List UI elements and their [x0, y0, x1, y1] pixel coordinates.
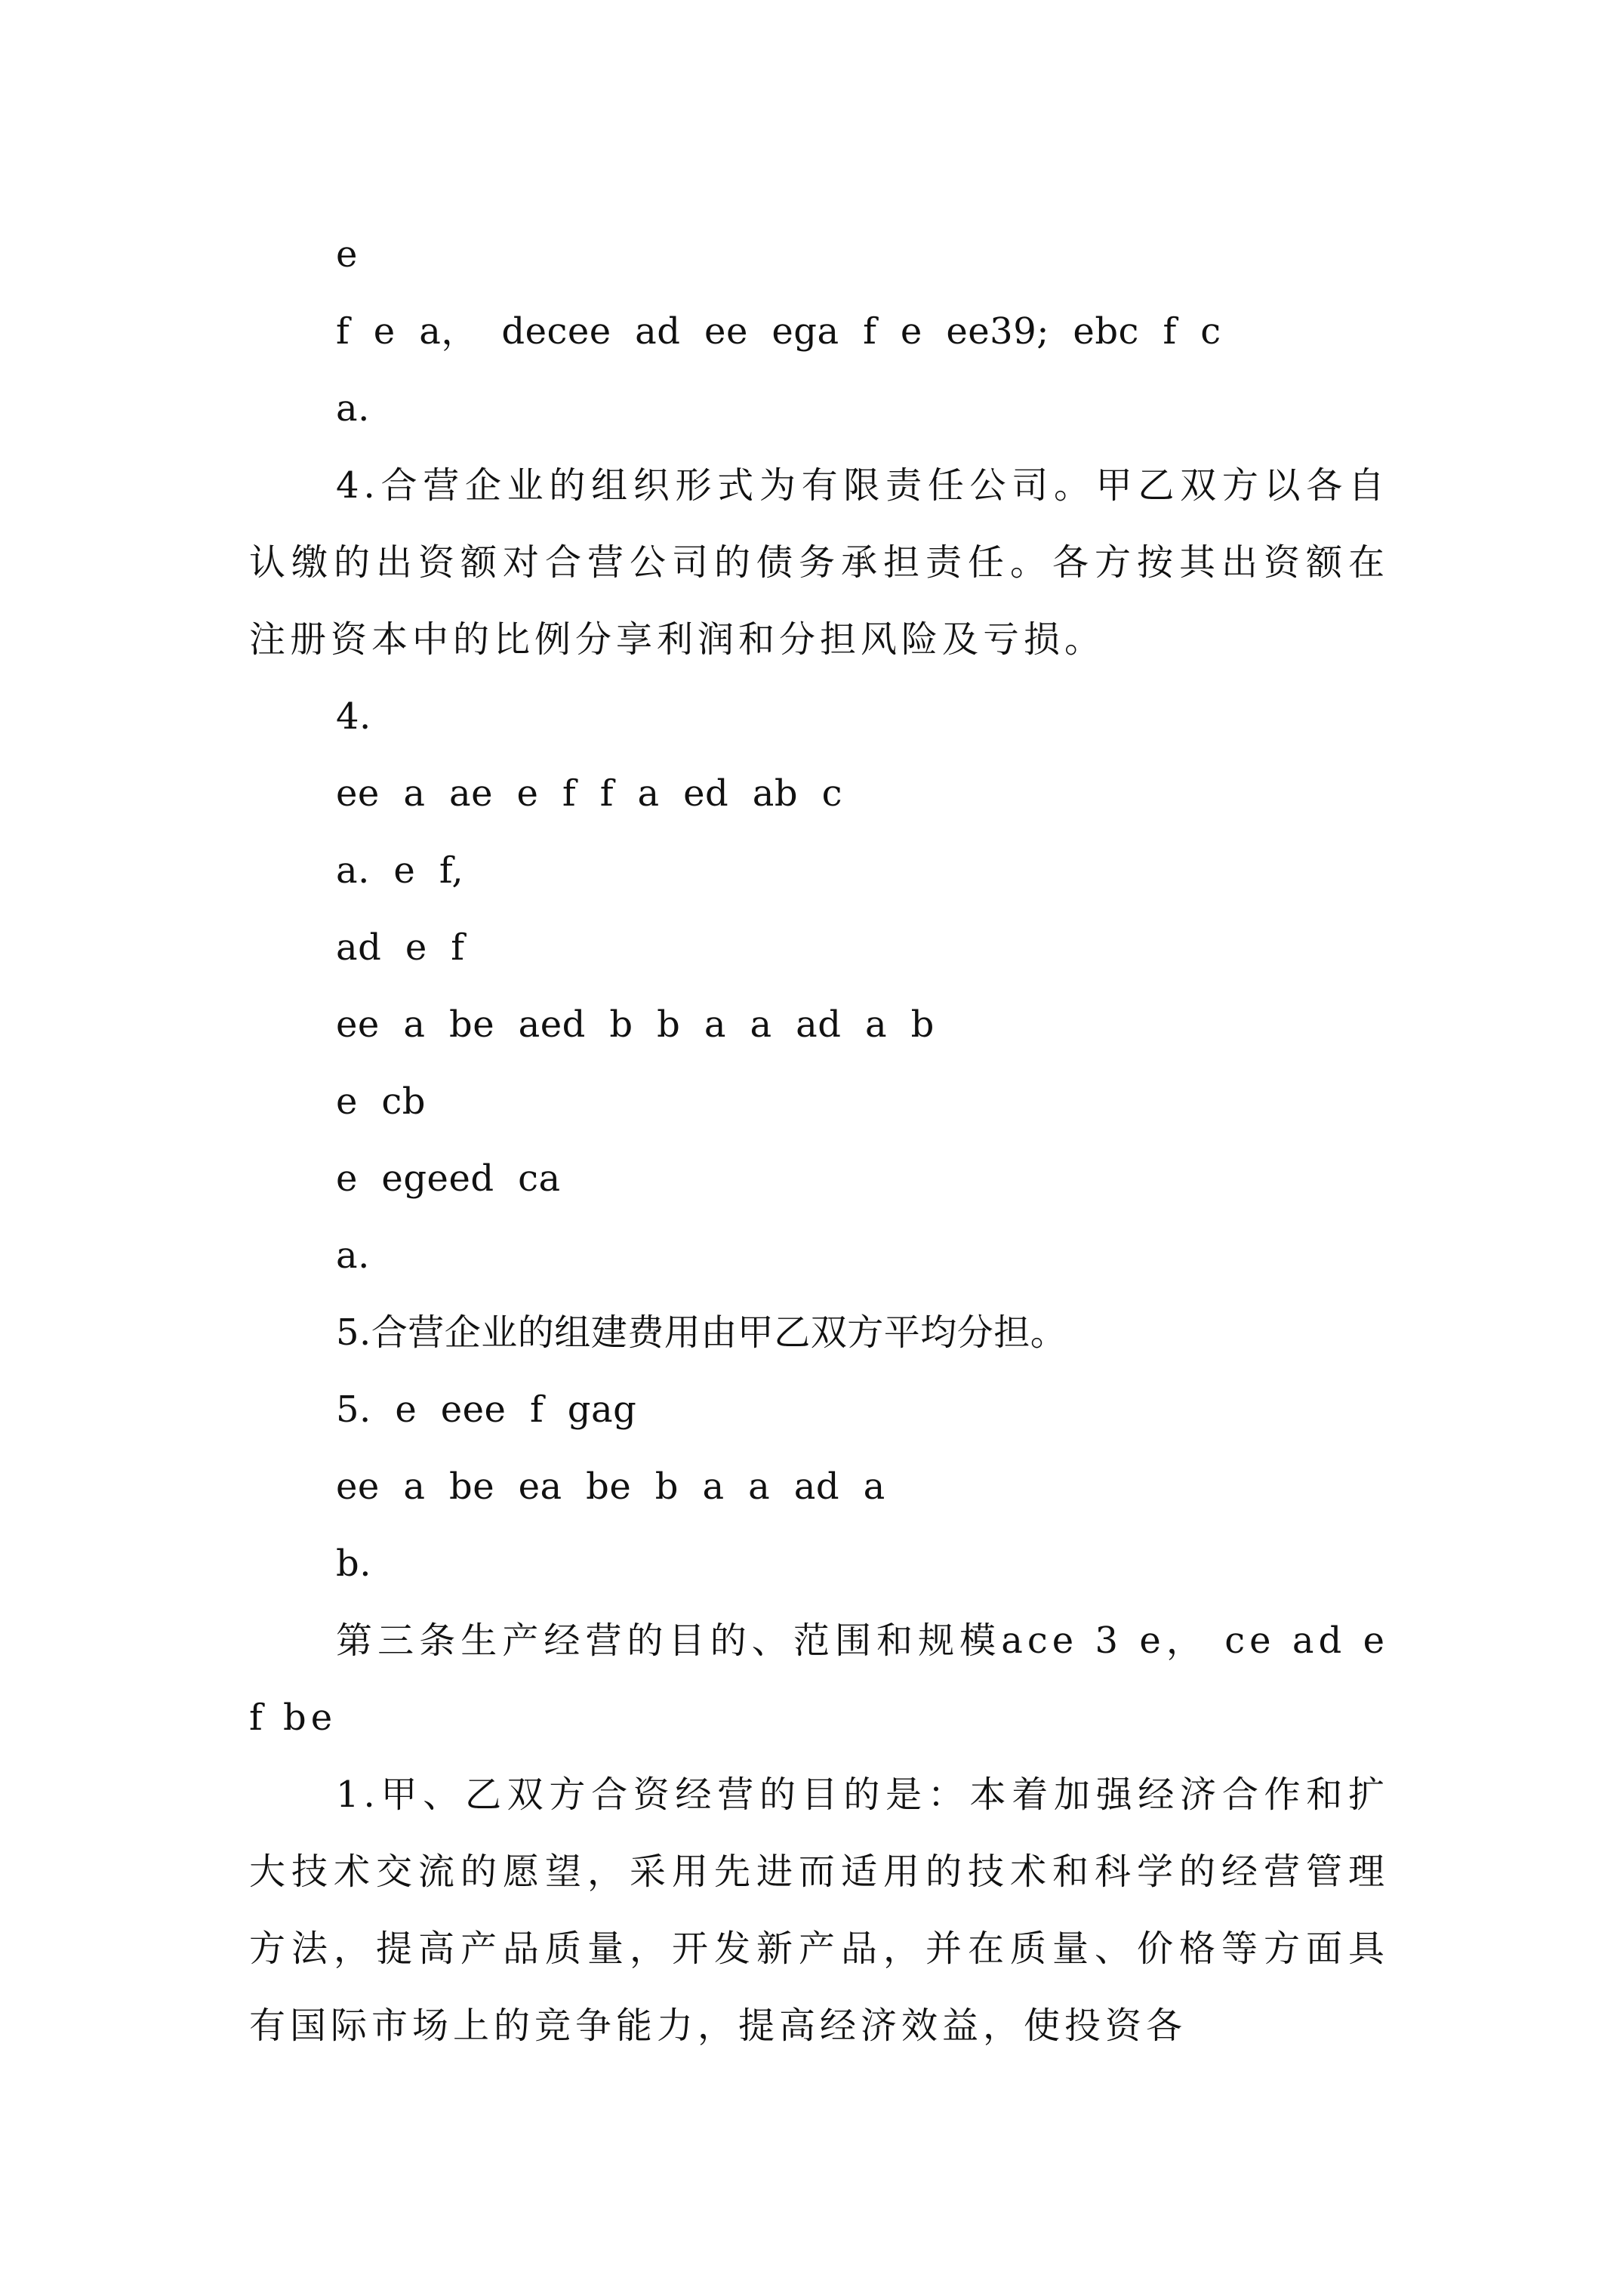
- text-line: a. e f,: [336, 849, 464, 892]
- text-line: e egeed ca: [336, 1157, 561, 1200]
- text-line: ee a be aed b b a a ad a b: [336, 1003, 935, 1046]
- text-line: a.: [336, 1234, 370, 1277]
- paragraph-purpose: 1.甲、乙双方合资经营的目的是：本着加强经济合作和扩大技术交流的愿望，采用先进而适用的技术和科学的经营管理方法，提高产品质量，开发新产品，并在质量、价格等方面具有国际市场上的竞争能力，提高经济效益，使投资各: [249, 1774, 1389, 2047]
- text-line: e: [336, 233, 358, 276]
- section-heading-article-3: 第三条生产经营的目的、范围和规模ace 3 e， ce ad e f be: [249, 1620, 1389, 1739]
- text-line: ee a ae e f f a ed ab c: [336, 772, 843, 815]
- text-line-setup-cost: 5.合营企业的组建费用由甲乙双方平均分担。: [336, 1311, 1067, 1354]
- text-line: 5. e eee f gag: [336, 1388, 637, 1431]
- text-line: b.: [336, 1542, 371, 1585]
- text-line: e cb: [336, 1080, 427, 1123]
- text-line: 4.: [336, 695, 371, 738]
- paragraph-organization-form: 4.合营企业的组织形式为有限责任公司。甲乙双方以各自认缴的出资额对合营公司的债务承担责任。各方按其出资额在注册资本中的比例分享利润和分担风险及亏损。: [249, 464, 1389, 661]
- text-line: ad e f: [336, 926, 465, 969]
- text-line: f e a， decee ad ee ega f e ee39; ebc f c: [336, 310, 1221, 353]
- document-body: [249, 216, 1389, 2064]
- text-line: ee a be ea be b a a ad a: [336, 1465, 885, 1508]
- text-line: a.: [336, 387, 370, 430]
